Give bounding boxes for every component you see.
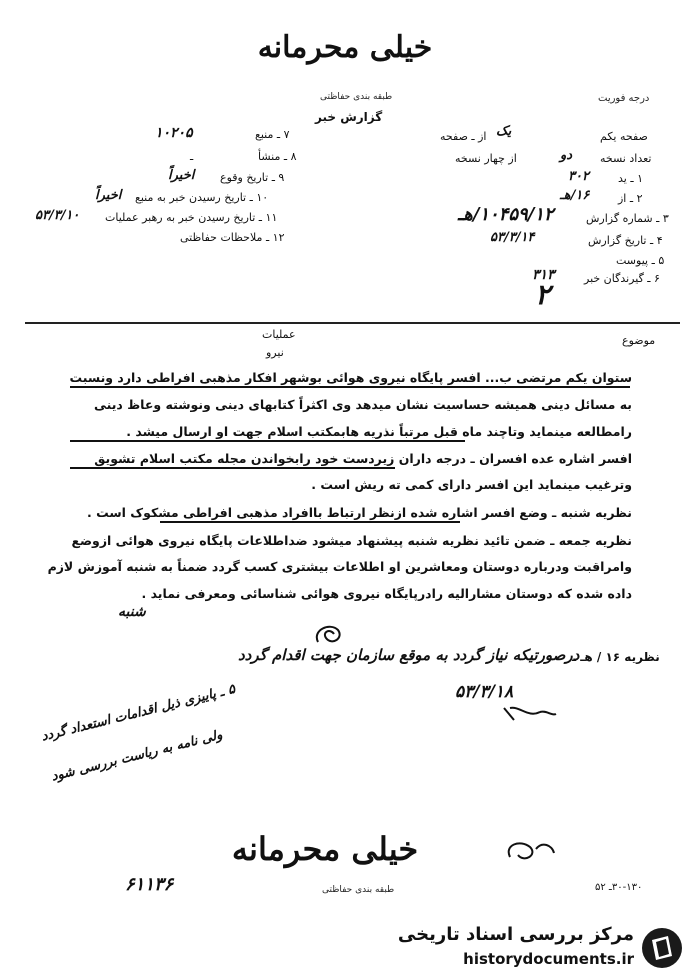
field-value: اخیراً [168,168,195,183]
body-line: نظریه جمعه ـ ضمن تائید نظریه شنبه پیشنهاد میشود ضداطلاعات پایگاه نیروی هوائی ازوضع [71,533,632,548]
doc-number: ۶۱۱۳۶ [125,874,174,895]
opinion-16-label: نظریه ۱۶ / هـ ـ [572,650,660,664]
underline [70,467,395,469]
field-label: ۹ ـ تاریخ وقوع [220,171,285,184]
field-label: ۸ ـ منشأ [258,150,297,163]
margin-note-line: ۵ ـ پاییزی ذیل اقدامات استعداد گردد [40,681,237,745]
classification-stamp-top: خيلی محرمانه [257,30,433,65]
field-label: ۱ ـ ید [618,172,643,185]
watermark-logo [397,922,690,972]
signature-scribble-icon [310,620,350,650]
handwritten-date: ۵۳/۳/۱۸ [455,682,514,702]
initials-scribble-icon [500,700,560,730]
handwritten-mark: ۲ [535,278,551,311]
classification-stamp-bottom: خيلی محرمانه [231,830,419,868]
field-label: صفحه یکم [600,130,648,143]
field-label: ۶ ـ گیرندگان خبر [584,272,660,285]
opinion-16-text: درصورتیکه نیاز گردد به موقع سازمان جهت اقدام گردد [238,646,580,664]
priority-label: درجه فوریت [598,93,650,104]
field-value: ۳۰۲ [568,169,589,184]
field-label: ۱۰ ـ تاریخ رسیدن خبر به منبع [135,191,269,204]
underline [70,440,465,442]
body-line: وترغیب مینماید این افسر دارای کمی ته ریش است . [311,477,632,492]
body-line: وامراقبت ودرباره دوستان ومعاشرین او اطلاعات بیشتری کسب گردد ضمناً به شنبه آموزش لازم [47,559,632,574]
body-line: ستوان یکم مرتضی ب... افسر پایگاه نیروی هوائی بوشهر افکار مذهبی افراطی دارد ونسبت [69,370,632,385]
body-line: به مسائل دینی همیشه حساسیت نشان میدهد وی اکثراً کتابهای دینی ونوشته وعاظ دینی [93,397,632,412]
body-line: نظریه شنبه ـ وضع افسر اشاره شده ازنظر ارتباط باافراد مذهبی افراطی مشکوک است . [87,505,632,520]
field-extra: از چهار نسخه [455,152,517,165]
body-line: رامطالعه مینماید وتاچند ماه قبل مرتباً نذریه هابمکتب اسلام جهت او ارسال میشد . [126,424,632,439]
document-logo-icon [640,926,684,970]
classification-label-top: طبقه بندی حفاظتی [320,92,393,102]
field-value: دو [560,148,573,163]
field-value: اخیراً [95,188,122,203]
subject-line: نیرو [266,346,284,359]
field-label: ۲ ـ از [618,192,643,205]
margin-note-line: ولی نامه به ریاست بررسی شود [50,727,224,785]
field-label: ۵ ـ پیوست [616,254,665,267]
field-value: ۱۰۴۵۹/۱۲/هـ [458,204,554,225]
field-value: ۱۶/هـ [560,188,590,203]
underline [70,386,630,388]
field-label: ۴ ـ تاریخ گزارش [588,234,663,247]
underline [160,521,460,523]
subject-label: موضوع [622,334,656,347]
classification-label-bottom: طبقه بندی حفاظتی [322,885,395,895]
handwritten-scribble-icon [500,835,560,870]
field-label: ۱۱ ـ تاریخ رسیدن خبر به رهبر عملیات [105,211,278,224]
watermark-title: مرکز بررسی اسناد تاریخی [397,924,634,945]
field-value: ۳۱۳ [532,267,555,283]
report-title: گزارش خبر [315,110,383,124]
body-line: داده شده که دوستان مشارالیه رادرپایگاه نیروی هوائی شناسائی ومعرفی نماید . [141,586,632,601]
field-value: یک [496,124,512,139]
separator-rule [25,322,680,324]
field-label: ۱۲ ـ ملاحظات حفاظتی [180,231,285,244]
field-label: ۷ ـ منبع [255,128,290,141]
field-value: ـ [190,150,194,163]
watermark-url: historydocuments.ir [463,950,634,968]
field-value: ۵۳/۳/۱۰ [35,208,80,223]
body-line: افسر اشاره عده افسران ـ درجه داران زیردست خود رابخواندن مجله مکتب اسلام تشویق [94,451,632,466]
body-signature: شنبه [118,604,146,620]
field-extra: از ـ صفحه [440,130,487,143]
field-value: ۵۳/۳/۱۴ [490,230,535,245]
field-label: ۳ ـ شماره گزارش [586,212,669,225]
field-label: تعداد نسخه [600,152,652,165]
subject-line: عملیات [262,328,296,341]
field-value: ۱۰۲۰۵ [155,125,193,141]
form-code: ۳۰-۱۳۰ـ ۵۲ [595,882,643,893]
